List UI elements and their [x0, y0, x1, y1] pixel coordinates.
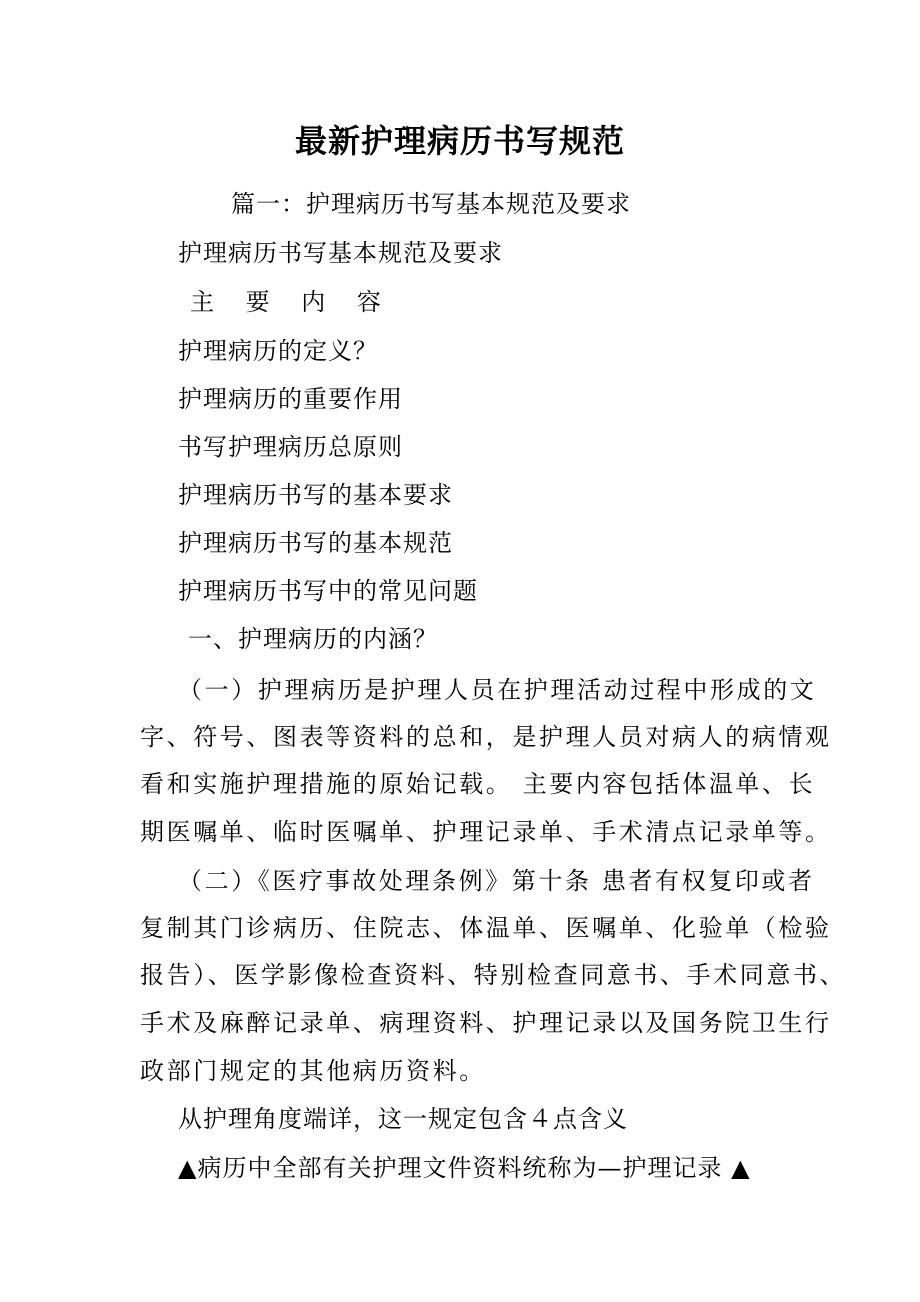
paragraph-3: 从护理角度端详，这一规定包含４点含义 — [178, 1105, 628, 1133]
paragraph-2-line: 复制其门诊病历、住院志、体温单、医嘱单、化验单（检验 — [140, 914, 832, 942]
outline-item: 护理病历的定义？ — [178, 337, 378, 365]
outline-item: 护理病历书写的基本要求 — [178, 481, 453, 509]
paragraph-1-line: （一）护理病历是护理人员在护理活动过程中形成的文 — [178, 676, 817, 704]
paragraph-1-line: 期医嘱单、临时医嘱单、护理记录单、手术清点记录单等。 — [140, 818, 832, 846]
paragraph-1-line: 字、符号、图表等资料的总和，是护理人员对病人的病情观 — [140, 723, 832, 751]
document-title: 最新护理病历书写规范 — [294, 122, 625, 160]
outline-item: 书写护理病历总原则 — [178, 433, 403, 461]
subtitle: 护理病历书写基本规范及要求 — [178, 239, 503, 267]
paragraph-4: ▲病历中全部有关护理文件资料统称为—护理记录 ▲ — [178, 1154, 751, 1182]
paragraph-2-line: 手术及麻醉记录单、病理资料、护理记录以及国务院卫生行 — [140, 1009, 832, 1037]
paragraph-1-line: 看和实施护理措施的原始记载。 主要内容包括体温单、长 — [140, 770, 816, 798]
main-content-label: 主 要 内 容 — [190, 288, 393, 316]
paragraph-2-line: 政部门规定的其他病历资料。 — [140, 1057, 486, 1085]
outline-item: 护理病历书写中的常见问题 — [178, 577, 478, 605]
part-one-heading: 一、护理病历的内涵？ — [188, 625, 438, 653]
paragraph-2-line: 报告）、医学影像检查资料、特别检查同意书、手术同意书、 — [140, 961, 847, 989]
paragraph-2-line: （二）《医疗事故处理条例》第十条 患者有权复印或者 — [178, 867, 815, 895]
section-heading: 篇一：护理病历书写基本规范及要求 — [231, 190, 631, 218]
outline-item: 护理病历书写的基本规范 — [178, 529, 453, 557]
outline-item: 护理病历的重要作用 — [178, 385, 403, 413]
